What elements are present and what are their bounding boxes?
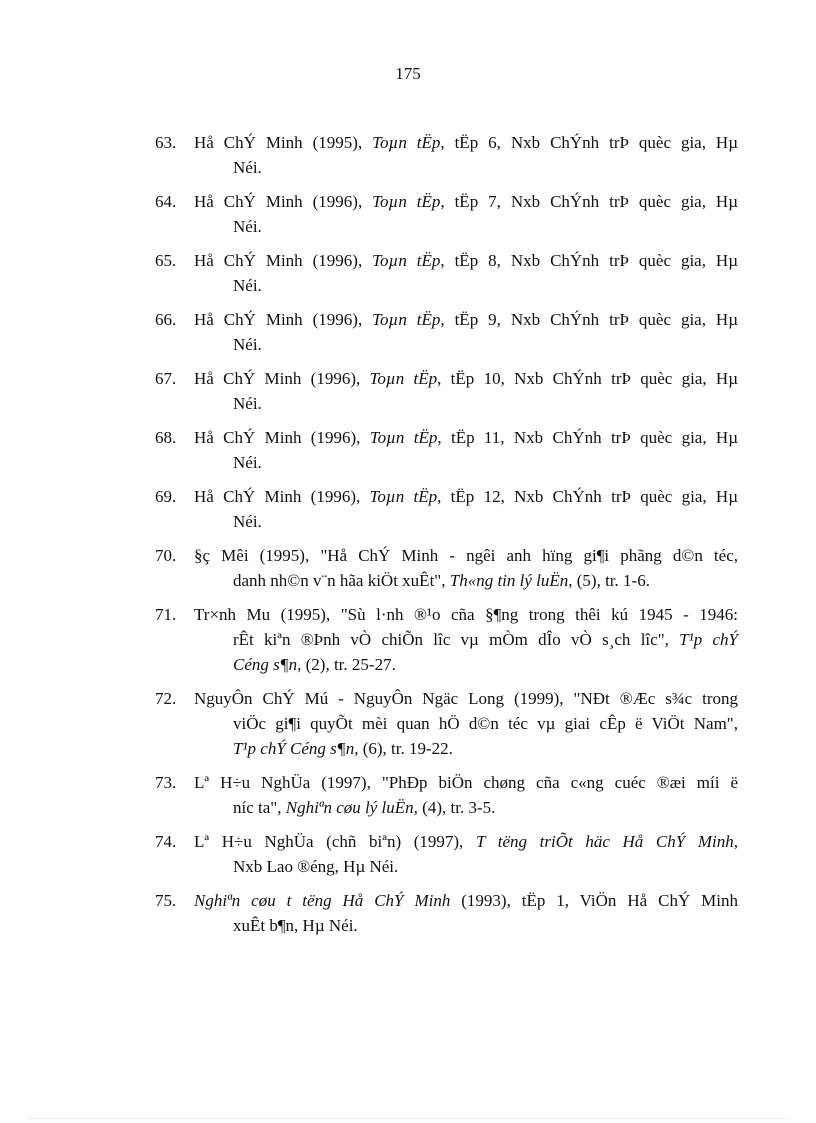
- reference-title-segment: T tëng triÕt häc Hå ChÝ Minh: [475, 832, 734, 851]
- reference-number: 72.: [155, 689, 177, 708]
- reference-entry: [155, 888, 738, 938]
- reference-first-line: [194, 425, 738, 450]
- reference-number: 73.: [155, 773, 177, 792]
- reference-body: [194, 686, 738, 761]
- reference-text-segment: , tËp 6, Nxb ChÝnh trÞ quèc gia, Hµ: [440, 133, 738, 152]
- reference-first-line: [194, 829, 738, 854]
- reference-text-segment: Hå ChÝ Minh (1996),: [194, 487, 370, 506]
- reference-body: [194, 307, 738, 357]
- reference-entry: [155, 366, 738, 416]
- reference-entry: [155, 248, 738, 298]
- reference-title-segment: Th«ng tin lý luËn: [449, 571, 569, 590]
- reference-text-segment: , tËp 7, Nxb ChÝnh trÞ quèc gia, Hµ: [440, 192, 738, 211]
- reference-title-segment: Toµn tËp: [372, 192, 441, 211]
- reference-number: 64.: [155, 192, 177, 211]
- page-number: 175: [395, 64, 421, 83]
- reference-continuation-line: [194, 795, 738, 820]
- reference-text-segment: (1993), tËp 1, ViÖn Hå ChÝ Minh: [450, 891, 738, 910]
- reference-continuation-line: [194, 652, 738, 677]
- reference-body: [194, 366, 738, 416]
- reference-title-segment: T¹p chÝ: [679, 630, 739, 649]
- reference-text-segment: xuÊt b¶n, Hµ Néi.: [233, 916, 358, 935]
- reference-number: 74.: [155, 832, 177, 851]
- reference-title-segment: Nghiªn cøu lý luËn: [285, 798, 414, 817]
- page-bottom-edge: [28, 1118, 788, 1119]
- reference-continuation-line: [194, 155, 738, 180]
- reference-entry: [155, 425, 738, 475]
- reference-first-line: [194, 602, 738, 627]
- reference-body: [194, 829, 738, 879]
- reference-text-segment: Hå ChÝ Minh (1996),: [194, 251, 373, 270]
- reference-text-segment: Hå ChÝ Minh (1996),: [194, 428, 370, 447]
- reference-entry: [155, 130, 738, 180]
- reference-text-segment: , tËp 9, Nxb ChÝnh trÞ quèc gia, Hµ: [440, 310, 738, 329]
- reference-first-line: [194, 484, 738, 509]
- reference-title-segment: Toµn tËp: [372, 251, 441, 270]
- reference-number: 65.: [155, 251, 177, 270]
- reference-text-segment: ,: [733, 832, 738, 851]
- reference-body: [194, 602, 738, 677]
- reference-text-segment: Hå ChÝ Minh (1996),: [194, 369, 370, 388]
- reference-list: [155, 130, 738, 947]
- reference-continuation-line: [194, 568, 738, 593]
- reference-continuation-line: [194, 391, 738, 416]
- reference-text-segment: NguyÔn ChÝ Mú - NguyÔn Ngäc Long (1999), "NÐt ®Æc s¾c trong: [194, 689, 738, 708]
- reference-entry: [155, 686, 738, 761]
- reference-body: [194, 543, 738, 593]
- reference-number: 66.: [155, 310, 177, 329]
- reference-body: [194, 130, 738, 180]
- reference-text-segment: , tËp 12, Nxb ChÝnh trÞ quèc gia, Hµ: [437, 487, 738, 506]
- reference-text-segment: danh nh©n v¨n hãa kiÖt xuÊt",: [233, 571, 450, 590]
- reference-entry: [155, 543, 738, 593]
- reference-body: [194, 888, 738, 938]
- reference-body: [194, 484, 738, 534]
- reference-continuation-line: [194, 273, 738, 298]
- reference-text-segment: , tËp 10, Nxb ChÝnh trÞ quèc gia, Hµ: [437, 369, 738, 388]
- reference-first-line: [194, 366, 738, 391]
- reference-entry: [155, 602, 738, 677]
- reference-text-segment: , (2), tr. 25-27.: [297, 655, 396, 674]
- reference-number: 68.: [155, 428, 177, 447]
- reference-title-segment: T¹p chÝ Céng s¶n: [233, 739, 355, 758]
- reference-text-segment: níc ta",: [233, 798, 286, 817]
- reference-first-line: [194, 307, 738, 332]
- reference-continuation-line: [194, 913, 738, 938]
- reference-number: 71.: [155, 605, 177, 624]
- reference-continuation-line: [194, 332, 738, 357]
- reference-first-line: [194, 888, 738, 913]
- reference-text-segment: viÖc gi¶i quyÕt mèi quan hÖ d©n téc vµ giai cÊp ë ViÖt Nam",: [233, 714, 738, 733]
- reference-body: [194, 770, 738, 820]
- reference-continuation-line: [194, 509, 738, 534]
- reference-text-segment: Lª H÷u NghÜa (chñ biªn) (1997),: [194, 832, 476, 851]
- reference-text-segment: Hå ChÝ Minh (1995),: [194, 133, 373, 152]
- reference-text-segment: Tr×nh Mu (1995), "Sù l·nh ®¹o cña §¶ng trong thêi kú 1945 - 1946:: [194, 605, 738, 624]
- reference-text-segment: §ç Mêi (1995), "Hå ChÝ Minh - ngêi anh hïng gi¶i phãng d©n téc,: [194, 546, 738, 565]
- reference-first-line: [194, 248, 738, 273]
- reference-number: 67.: [155, 369, 177, 388]
- reference-number: 69.: [155, 487, 177, 506]
- reference-text-segment: Néi.: [233, 276, 262, 295]
- reference-title-segment: Toµn tËp: [369, 428, 438, 447]
- reference-first-line: [194, 543, 738, 568]
- reference-title-segment: Toµn tËp: [369, 369, 438, 388]
- reference-text-segment: Hå ChÝ Minh (1996),: [194, 192, 373, 211]
- reference-title-segment: Toµn tËp: [372, 133, 441, 152]
- reference-continuation-line: [194, 736, 738, 761]
- reference-first-line: [194, 189, 738, 214]
- reference-entry: [155, 484, 738, 534]
- reference-text-segment: , (5), tr. 1-6.: [568, 571, 650, 590]
- reference-text-segment: , (6), tr. 19-22.: [354, 739, 453, 758]
- reference-title-segment: Céng s¶n: [233, 655, 298, 674]
- reference-number: 75.: [155, 891, 177, 910]
- reference-text-segment: Nxb Lao ®éng, Hµ Néi.: [233, 857, 399, 876]
- reference-body: [194, 189, 738, 239]
- reference-entry: [155, 189, 738, 239]
- reference-text-segment: Néi.: [233, 394, 262, 413]
- reference-text-segment: , tËp 11, Nxb ChÝnh trÞ quèc gia, Hµ: [437, 428, 739, 447]
- reference-text-segment: Néi.: [233, 217, 262, 236]
- reference-continuation-line: [194, 711, 738, 736]
- reference-continuation-line: [194, 854, 738, 879]
- reference-continuation-line: [194, 450, 738, 475]
- reference-first-line: [194, 770, 738, 795]
- reference-text-segment: Lª H÷u NghÜa (1997), "PhÐp biÖn chøng cña c«ng cuéc ®æi míi ë: [194, 773, 738, 792]
- reference-body: [194, 248, 738, 298]
- reference-text-segment: rÊt kiªn ®Þnh vÒ chiÕn lîc vµ mÒm dÎo vÒ s¸ch lîc",: [233, 630, 680, 649]
- reference-text-segment: , (4), tr. 3-5.: [413, 798, 496, 817]
- reference-title-segment: Toµn tËp: [372, 310, 441, 329]
- reference-text-segment: Néi.: [233, 158, 262, 177]
- reference-body: [194, 425, 738, 475]
- reference-first-line: [194, 130, 738, 155]
- reference-entry: [155, 307, 738, 357]
- reference-entry: [155, 770, 738, 820]
- reference-number: 70.: [155, 546, 177, 565]
- reference-text-segment: Néi.: [233, 453, 262, 472]
- reference-title-segment: Nghiªn cøu t tëng Hå ChÝ Minh: [194, 891, 451, 910]
- reference-number: 63.: [155, 133, 177, 152]
- reference-first-line: [194, 686, 738, 711]
- reference-text-segment: , tËp 8, Nxb ChÝnh trÞ quèc gia, Hµ: [440, 251, 738, 270]
- reference-continuation-line: [194, 214, 738, 239]
- reference-text-segment: Néi.: [233, 512, 262, 531]
- reference-text-segment: Néi.: [233, 335, 262, 354]
- reference-entry: [155, 829, 738, 879]
- reference-continuation-line: [194, 627, 738, 652]
- reference-text-segment: Hå ChÝ Minh (1996),: [194, 310, 373, 329]
- reference-title-segment: Toµn tËp: [369, 487, 438, 506]
